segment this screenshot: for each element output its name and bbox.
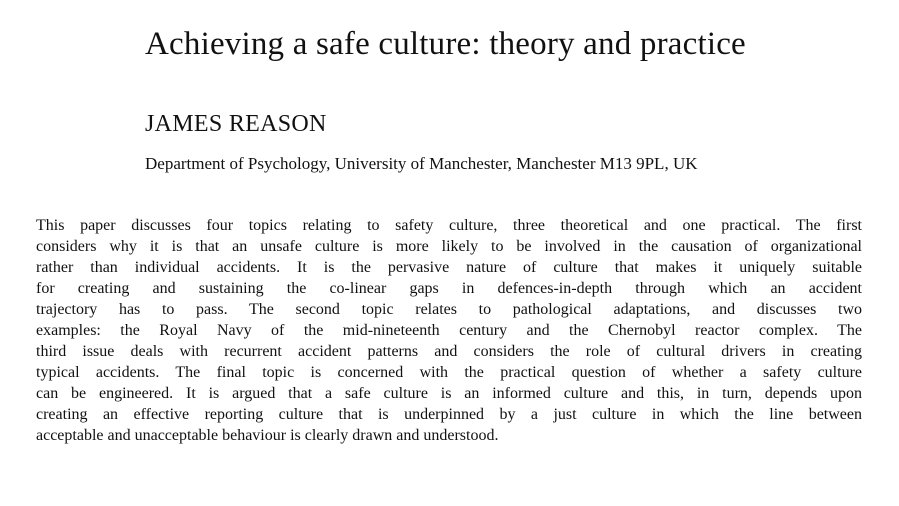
abstract (36, 215, 862, 446)
abstract-line: trajectory has to pass. The second topic relates to pathological adaptations, and discusses two (36, 301, 862, 318)
author-name: JAMES REASON (145, 111, 327, 137)
abstract-line: acceptable and unacceptable behaviour is clearly drawn and understood. (36, 427, 499, 444)
author-affiliation: Department of Psychology, University of Manchester, Manchester M13 9PL, UK (145, 154, 698, 173)
abstract-line: for creating and sustaining the co-linear gaps in defences-in-depth through which an accident (36, 280, 862, 297)
abstract-line: considers why it is that an unsafe culture is more likely to be involved in the causation of organizational (36, 238, 862, 255)
paper-title: Achieving a safe culture: theory and practice (145, 26, 746, 62)
abstract-line: third issue deals with recurrent accident patterns and considers the role of cultural drivers in creating (36, 343, 862, 360)
abstract-line: examples: the Royal Navy of the mid-nineteenth century and the Chernobyl reactor complex. The (36, 322, 862, 339)
abstract-line: This paper discusses four topics relating to safety culture, three theoretical and one practical. The first (36, 217, 862, 234)
abstract-line: typical accidents. The final topic is concerned with the practical question of whether a safety culture (36, 364, 862, 381)
abstract-line: creating an effective reporting culture that is underpinned by a just culture in which the line between (36, 406, 862, 423)
abstract-line: can be engineered. It is argued that a safe culture is an informed culture and this, in turn, depends upon (36, 385, 862, 402)
abstract-line: rather than individual accidents. It is the pervasive nature of culture that makes it uniquely suitable (36, 259, 862, 276)
